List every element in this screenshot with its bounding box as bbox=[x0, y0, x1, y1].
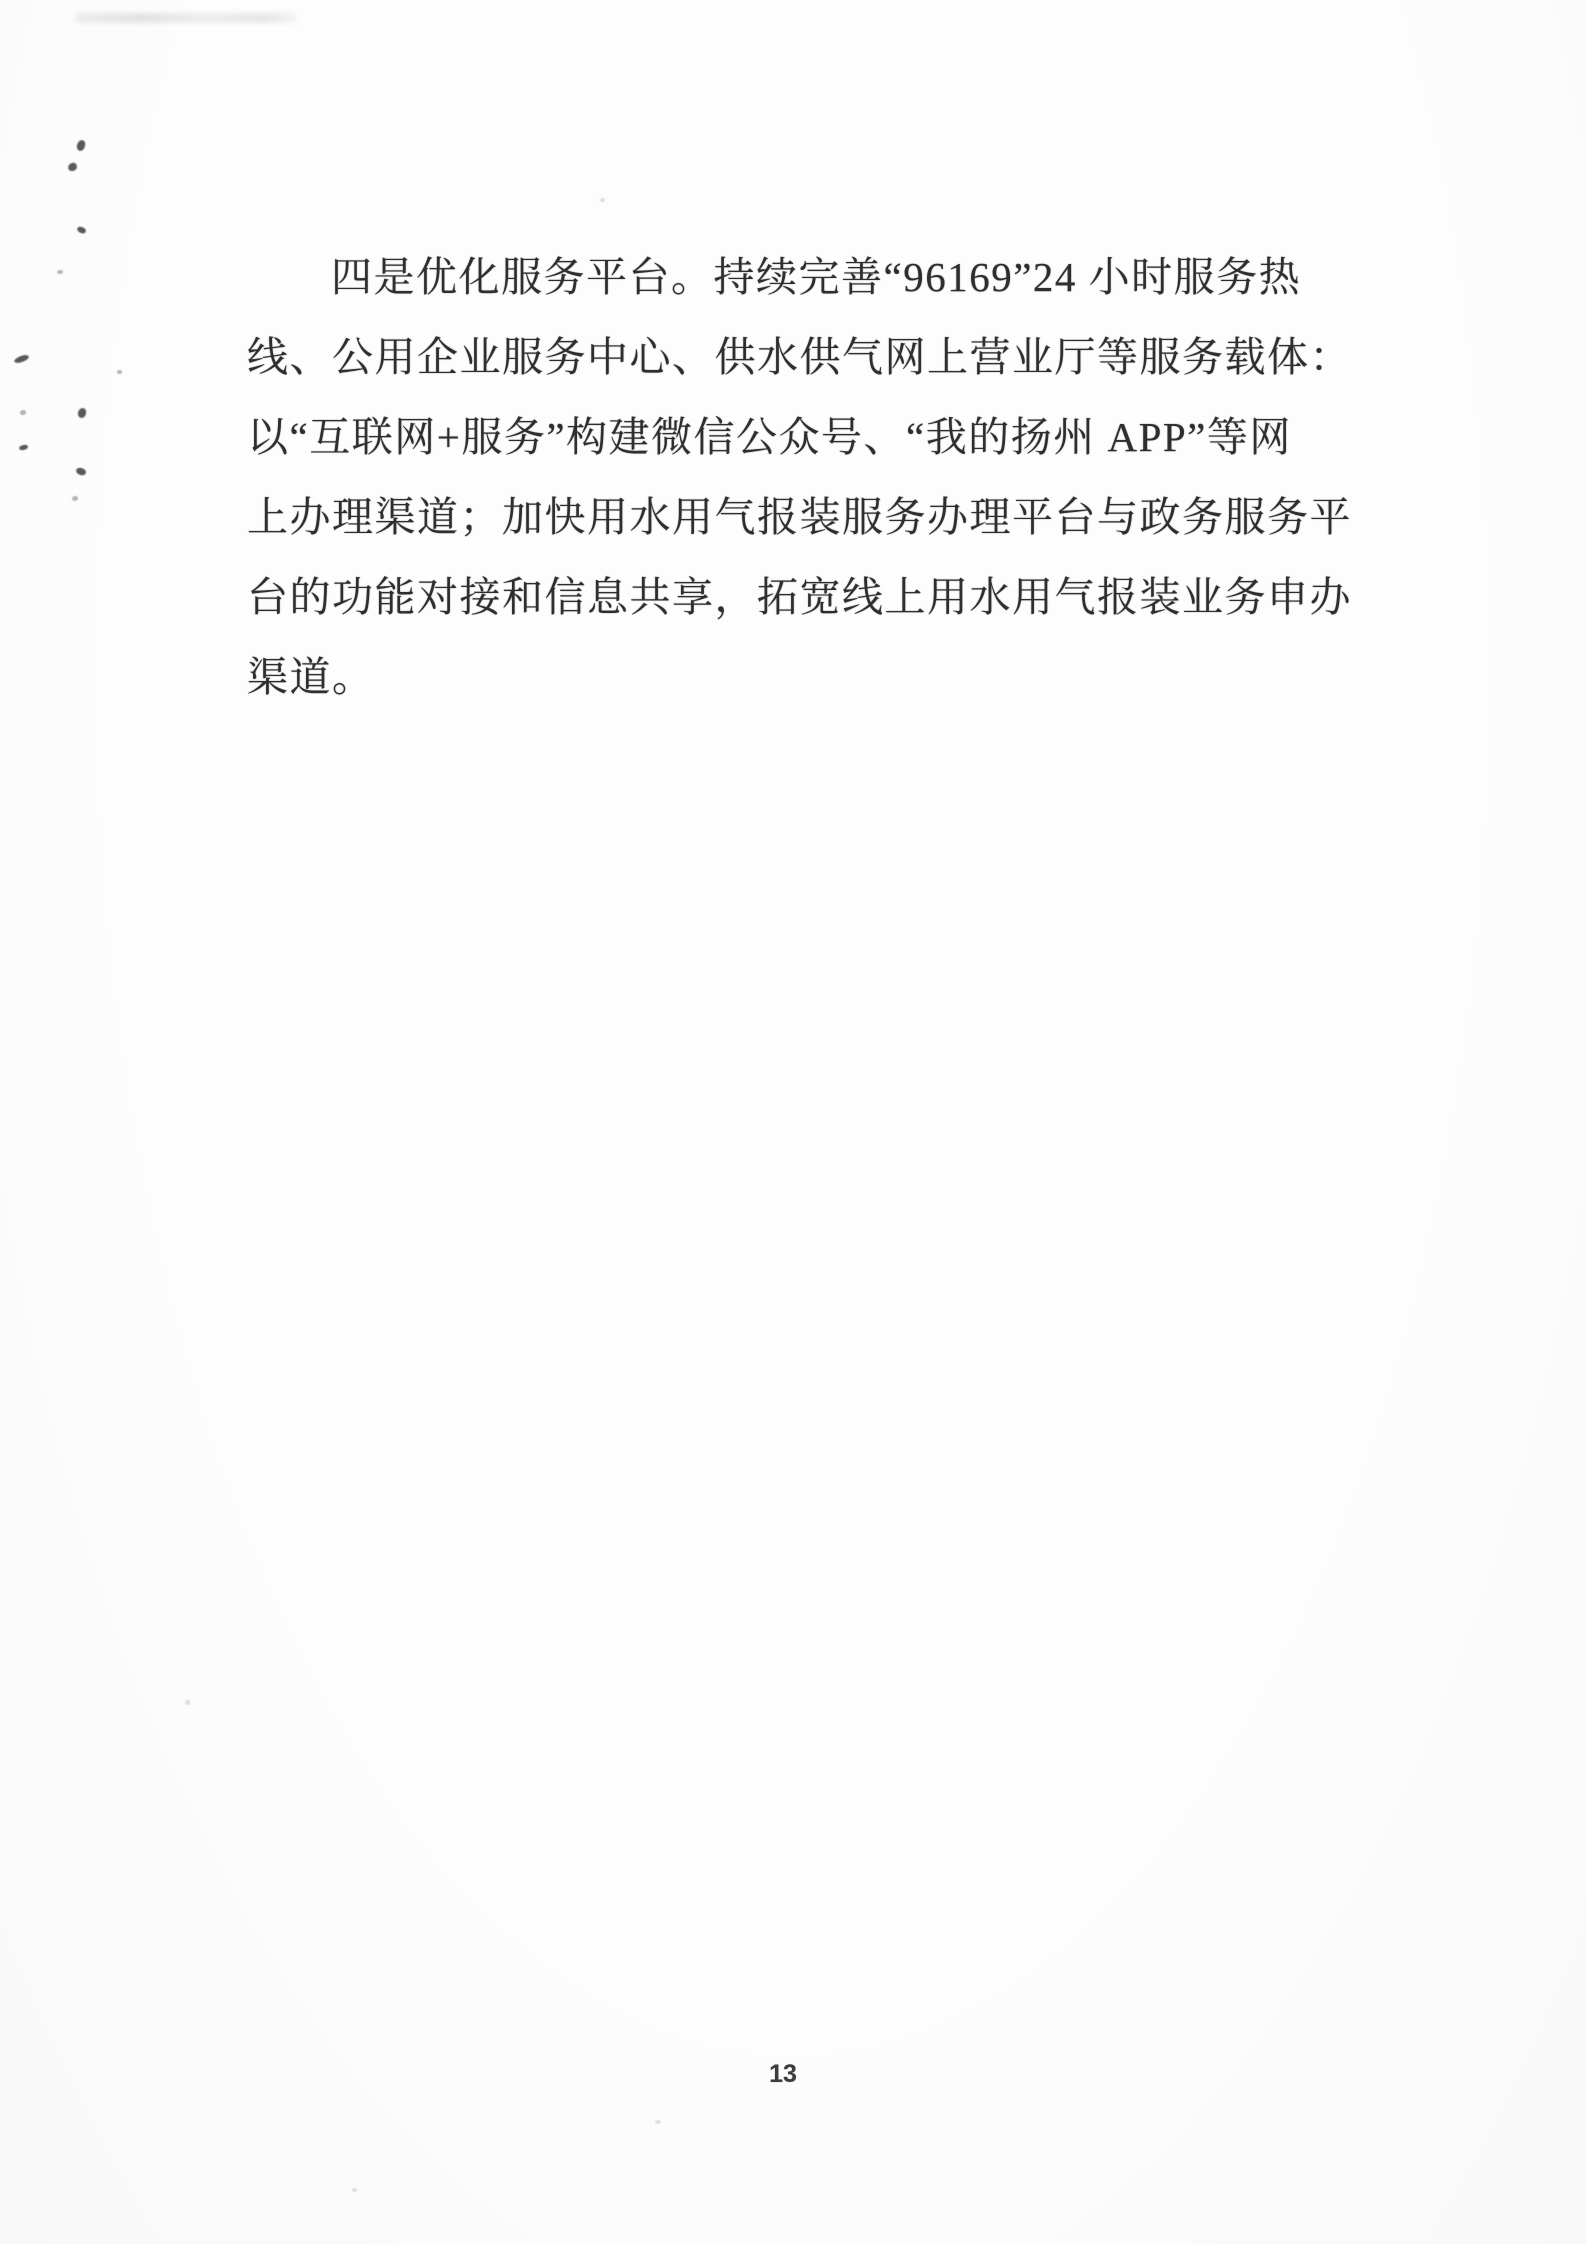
scan-speck bbox=[600, 198, 605, 202]
scan-speck bbox=[117, 370, 122, 374]
scan-speck bbox=[76, 225, 87, 235]
paragraph-line: 四是优化服务平台。持续完善“96169”24 小时服务热 bbox=[331, 254, 1302, 300]
scan-speck bbox=[75, 466, 87, 477]
page-number: 13 bbox=[769, 2060, 797, 2088]
paragraph-line: 以“互联网+服务”构建微信公众号、“我的扬州 APP”等网 bbox=[247, 414, 1292, 460]
scan-speck bbox=[72, 496, 78, 501]
paragraph-line: 渠道。 bbox=[247, 654, 375, 700]
scan-speck bbox=[13, 354, 29, 364]
scan-speck bbox=[19, 444, 29, 450]
paragraph-line: 上办理渠道；加快用水用气报装服务办理平台与政务服务平 bbox=[247, 494, 1352, 540]
paragraph-line: 线、公用企业服务中心、供水供气网上营业厅等服务载体： bbox=[247, 334, 1352, 380]
scan-speck bbox=[185, 1700, 190, 1705]
scan-speck bbox=[67, 162, 78, 173]
scan-smudge bbox=[75, 13, 297, 23]
document-paragraph bbox=[247, 237, 1352, 717]
scan-speck bbox=[352, 2188, 357, 2192]
scan-speck bbox=[655, 2120, 661, 2124]
scan-speck bbox=[20, 410, 26, 415]
scan-speck bbox=[77, 407, 86, 418]
paragraph-line: 台的功能对接和信息共享，拓宽线上用水用气报装业务申办 bbox=[247, 574, 1352, 620]
scan-speck bbox=[76, 139, 86, 151]
scan-speck bbox=[57, 270, 63, 274]
